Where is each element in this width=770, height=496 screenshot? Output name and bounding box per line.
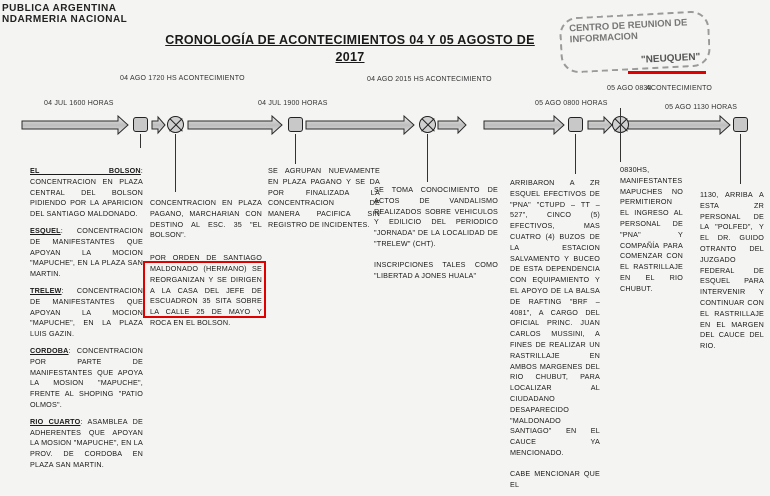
- title-line-1: CRONOLOGÍA DE ACONTECIMIENTOS 04 Y 05 AGOSTO DE: [165, 33, 535, 47]
- event-vandalismo-jornada: SE TOMA CONOCIMIENTO DE ACTOS DE VANDALISMO REALIZADOS SOBRE VEHICULOS Y EDILICIO DEL PERIODICO "JORNADA" DE LA LOCALIDAD DE "TRELEW" (CHT).: [374, 185, 498, 248]
- connector-line: [740, 134, 741, 184]
- event-text: : CONCENTRACION POR PARTE DE MANIFESTANTES QUE APOYA LA MOSION "MAPUCHE", FRENTE AL SHOPING "PATIO OLMOS".: [30, 345, 143, 409]
- event-text: : CONCENTRACION EN PLAZA CENTRAL DEL BOLSON PIDIENDO POR LA APARICION DEL SANTIAGO MALDONADO.: [30, 166, 143, 219]
- column-05ago-0830: [620, 165, 683, 301]
- place-name: CORDOBA: [30, 345, 69, 355]
- title-line-2: 2017: [335, 50, 365, 64]
- label-05ago-0800: 05 AGO 0800 HORAS: [535, 100, 608, 107]
- label-04ago-1720: 04 AGO 1720 HS ACONTECIMIENTO: [120, 75, 245, 82]
- connector-line: [620, 108, 621, 162]
- timeline-node-cross-1: [167, 116, 184, 133]
- label-05ago-1130: 05 AGO 1130 HORAS: [665, 104, 738, 111]
- info-center-stamp: [559, 10, 712, 74]
- column-04jul-1900: [268, 166, 380, 237]
- arrow-2: [152, 117, 165, 133]
- event-el-bolson: [30, 166, 143, 220]
- connector-line: [575, 134, 576, 174]
- document-title: [150, 32, 550, 66]
- stamp-line-1: CENTRO DE REUNION DE: [568, 17, 688, 35]
- arrow-6: [484, 116, 564, 134]
- timeline-node-cross-2: [419, 116, 436, 133]
- event-concentracion-pagano: CONCENTRACION EN PLAZA PAGANO, MARCHARIAN CON DESTINO AL ESC. 35 "EL BOLSON".: [150, 198, 262, 240]
- red-underline-highlight: [628, 71, 706, 74]
- event-cabe-mencionar: CABE MENCIONAR QUE EL: [510, 468, 600, 489]
- event-rio-cuarto: [30, 417, 143, 471]
- column-04ago-2015: [374, 185, 498, 287]
- connector-line: [140, 134, 141, 148]
- event-esquel: [30, 226, 143, 280]
- event-arriba-polfed: 1130, ARRIBA A ESTA ZR PERSONAL DE LA "POLFED", Y EL DR. GUIDO OTRANTO DEL JUZGADO FEDERAL DE ESQUEL PARA INTERVENIR Y CONTINUAR CON EL RASTRILLAJE EN EL MARGEN DEL CAUCE DEL RIO.: [700, 190, 764, 351]
- connector-line: [175, 134, 176, 192]
- place-name: TRELEW: [30, 285, 62, 295]
- event-orden-maldonado: POR ORDEN DE SANTIAGO MALDONADO (HERMANO) SE REORGANIZAN Y SE DIRIGEN A LA CASA DEL JEFE DE ESCUADRON 35 SITA SOBRE LA CALLE 25 DE MAYO Y ROCA EN EL BOLSON.: [150, 253, 262, 327]
- arrow-3: [188, 116, 282, 134]
- timeline-node-square-3: [568, 117, 583, 132]
- stamp-line-3: "NEUQUEN": [640, 51, 701, 66]
- event-agrupan-pagano: SE AGRUPAN NUEVAMENTE EN PLAZA PAGANO Y SE DA POR FINALIZADA LA CONCENTRACION DE MANERA PACIFICA SIN REGISTRO DE INCIDENTES.: [268, 166, 380, 229]
- timeline-arrows: [0, 104, 770, 152]
- timeline-node-square-4: [733, 117, 748, 132]
- header-line-2: NDARMERIA NACIONAL: [2, 14, 128, 25]
- arrow-7: [588, 117, 612, 133]
- event-mapuches-no-permitieron: 0830HS, MANIFESTANTES MAPUCHES NO PERMITIERON EL INGRESO AL PERSONAL DE "PNA" Y COMPAÑÍA PARA COMENZAR CON EL RASTRILLAJE EN EL RIO CHUBUT.: [620, 165, 683, 293]
- label-04jul-1600: 04 JUL 1600 HORAS: [44, 100, 114, 107]
- event-inscripciones: INSCRIPCIONES TALES COMO "LIBERTAD A JONES HUALA": [374, 259, 498, 280]
- label-04jul-1900: 04 JUL 1900 HORAS: [258, 100, 328, 107]
- stamp-line-2: INFORMACION: [569, 30, 639, 46]
- place-name: RIO CUARTO: [30, 416, 81, 426]
- header-line-1: PUBLICA ARGENTINA: [2, 3, 117, 14]
- column-05ago-1130: [700, 190, 764, 358]
- label-acontecimiento: ACONTECIMIENTO: [646, 85, 713, 92]
- place-name: ESQUEL: [30, 225, 61, 235]
- event-text: : CONCENTRACION DE MANIFESTANTES QUE APOYAN LA MOCION "MAPUCHE", EN LA PLAZA SAN MARTIN.: [30, 225, 143, 279]
- place-name: EL BOLSON: [30, 166, 141, 175]
- label-04ago-2015: 04 AGO 2015 HS ACONTECIMIENTO: [367, 76, 492, 83]
- arrow-1: [22, 116, 128, 134]
- arrow-8: [628, 116, 730, 134]
- event-cordoba: [30, 346, 143, 411]
- timeline-node-square-2: [288, 117, 303, 132]
- event-trelew: [30, 286, 143, 340]
- connector-line: [427, 134, 428, 182]
- arrow-4: [306, 116, 414, 134]
- column-05ago-0800: [510, 178, 600, 496]
- arrow-5: [438, 117, 466, 133]
- timeline-node-square-1: [133, 117, 148, 132]
- red-highlight-box: [143, 261, 266, 318]
- event-text: : ASAMBLEA DE ADHERENTES QUE APOYAN LA MOSION "MAPUCHE", EN LA PROV. DE CORDOBA EN PLAZA SAN MARTIN.: [30, 416, 144, 469]
- label-05ago-0830: 05 AGO 0830: [607, 85, 652, 92]
- event-arribo-pna: ARRIBARON A ZR ESQUEL EFECTIVOS DE "PNA" "CTUPD – TT – 527", CINCO (5) EFECTIVOS, MAS CUATRO (4) BUZOS DE LA ESTACION SALVAMENTO Y BUCEO DE ESTA DEPENDENCIA CON EQUIPAMIENTO Y EL APOYO DE LA BALSA DE RAFTING "BRF – 4081", A CARGO DEL OFICIAL PRINC. JUAN CARLOS MUSSINI, A FINES DE REALIZAR UN RASTRILLAJE EN AMBOS MARGENES DEL RIO CHUBUT, PARA LOCALIZAR AL CIUDADANO DESAPARECIDO "MALDONADO SANTIAGO" EN EL CAUCE YA MENCIONADO.: [510, 178, 600, 457]
- connector-line: [295, 134, 296, 164]
- column-04jul-1600: [30, 166, 143, 477]
- event-text: : CONCENTRACION DE MANIFESTANTES QUE APOYAN LA MOCION "MAPUCHE", EN LA PLAZA LUIS GAZIN.: [30, 285, 143, 339]
